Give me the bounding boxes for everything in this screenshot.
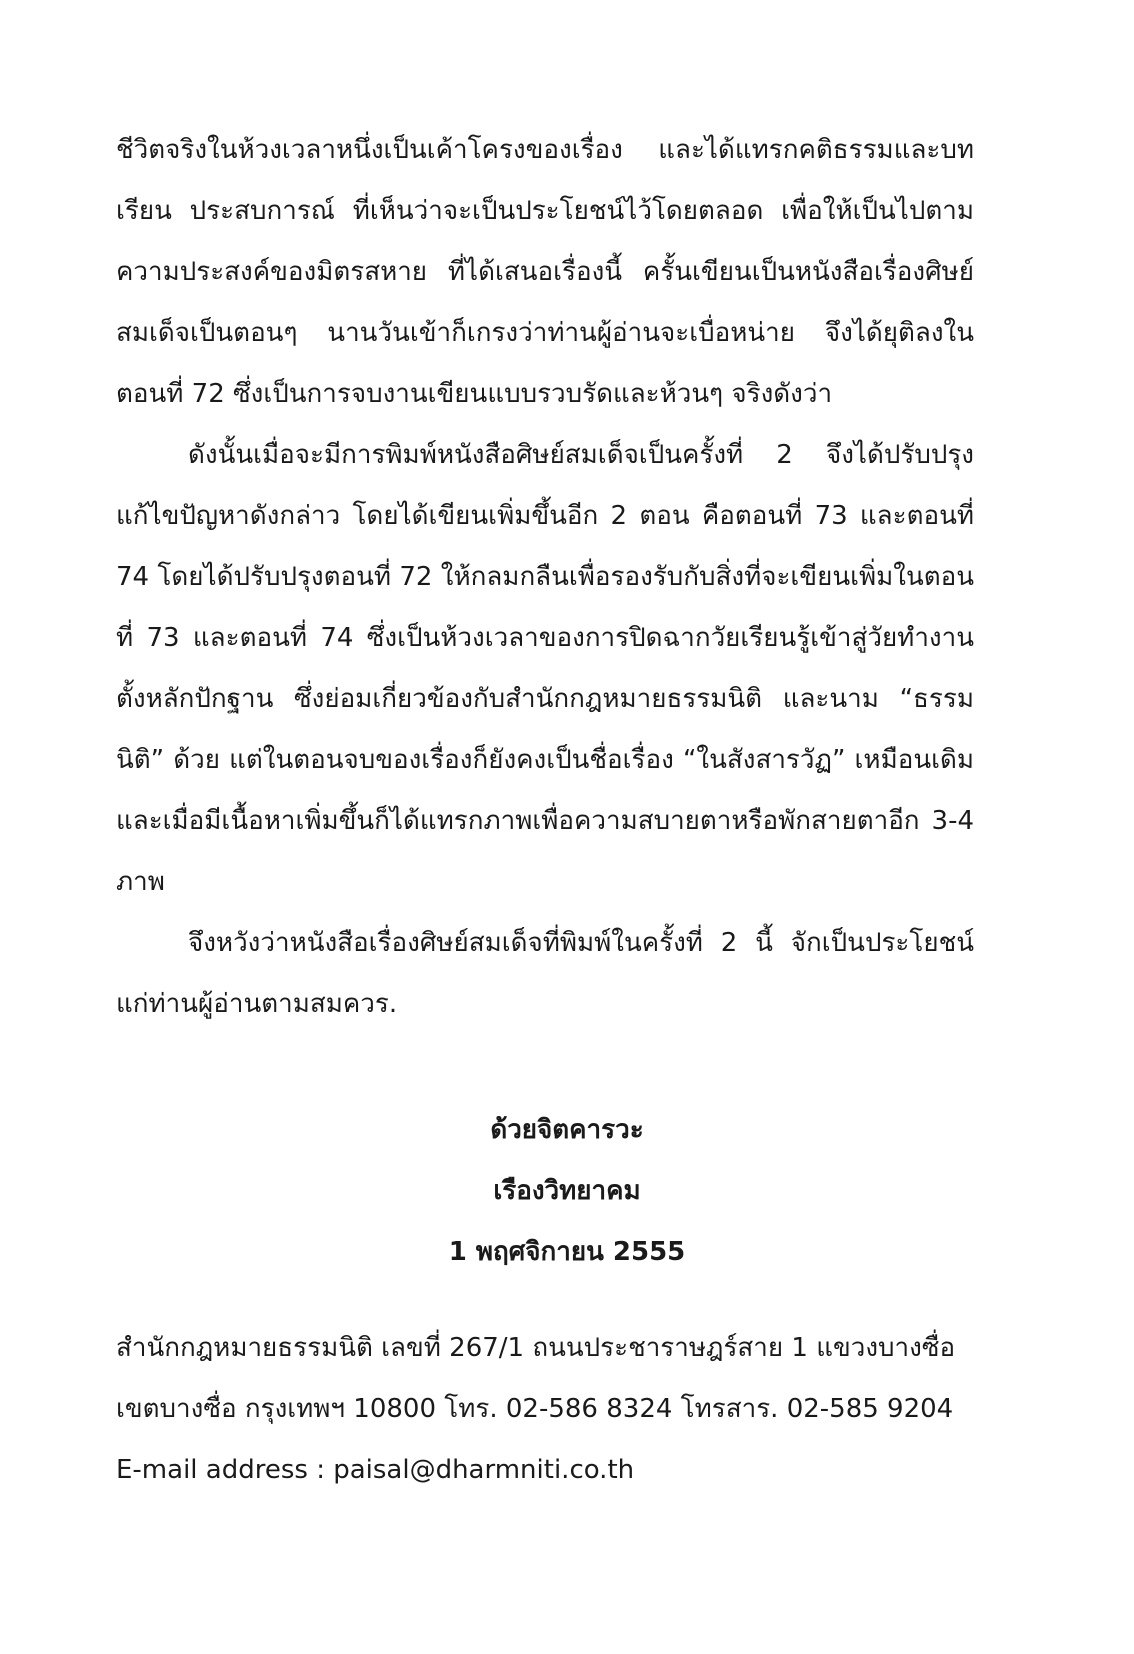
address-line-email: E-mail address : paisal@dharmniti.co.th — [116, 1455, 635, 1485]
address-block — [116, 1318, 986, 1501]
paragraph-continuation: ชีวิตจริงในห้วงเวลาหนึ่งเป็นเค้าโครงของเรื่อง และได้แทรกคติธรรมและบทเรียน ประสบการณ์ ที่เห็นว่าจะเป็นประโยชน์ไว้โดยตลอด เพื่อให้เป็นไปตามความประสงค์ของมิตรสหาย ที่ได้เสนอเรื่องนี้ ครั้นเขียนเป็นหนังสือเรื่องศิษย์สมเด็จเป็นตอนๆ นานวันเข้าก็เกรงว่าท่านผู้อ่านจะเบื่อหน่าย จึงได้ยุติลงในตอนที่ 72 ซึ่งเป็นการจบงานเขียนแบบรวบรัดและห้วนๆ จริงดังว่า — [116, 135, 974, 409]
address-line-office: สำนักกฎหมายธรรมนิติ เลขที่ 267/1 ถนนประชาราษฎร์สาย 1 แขวงบางซื่อ — [116, 1333, 956, 1363]
signature-closing: ด้วยจิตคารวะ — [490, 1115, 644, 1145]
body-text — [116, 120, 974, 1035]
paragraph-second-printing: ดังนั้นเมื่อจะมีการพิมพ์หนังสือศิษย์สมเด็จเป็นครั้งที่ 2 จึงได้ปรับปรุงแก้ไขปัญหาดังกล่าว โดยได้เขียนเพิ่มขึ้นอีก 2 ตอน คือตอนที่ 73 และตอนที่ 74 โดยได้ปรับปรุงตอนที่ 72 ให้กลมกลืนเพื่อรองรับกับสิ่งที่จะเขียนเพิ่มในตอนที่ 73 และตอนที่ 74 ซึ่งเป็นห้วงเวลาของการปิดฉากวัยเรียนรู้เข้าสู่วัยทำงานตั้งหลักปักฐาน ซึ่งย่อมเกี่ยวข้องกับสำนักกฎหมายธรรมนิติ และนาม “ธรรมนิติ” ด้วย แต่ในตอนจบของเรื่องก็ยังคงเป็นชื่อเรื่อง “ในสังสารวัฏ” เหมือนเดิม และเมื่อมีเนื้อหาเพิ่มขึ้นก็ได้แทรกภาพเพื่อความสบายตาหรือพักสายตาอีก 3-4 ภาพ — [116, 440, 974, 897]
signature-date: 1 พฤศจิกายน 2555 — [448, 1237, 686, 1267]
signature-name: เรืองวิทยาคม — [493, 1176, 641, 1206]
paragraph-closing-hope: จึงหวังว่าหนังสือเรื่องศิษย์สมเด็จที่พิมพ์ในครั้งที่ 2 นี้ จักเป็นประโยชน์แก่ท่านผู้อ่านตามสมควร. — [116, 928, 974, 1019]
signature-block — [0, 1100, 1134, 1283]
address-line-contact: เขตบางซื่อ กรุงเทพฯ 10800 โทร. 02-586 8324 โทรสาร. 02-585 9204 — [116, 1394, 954, 1424]
